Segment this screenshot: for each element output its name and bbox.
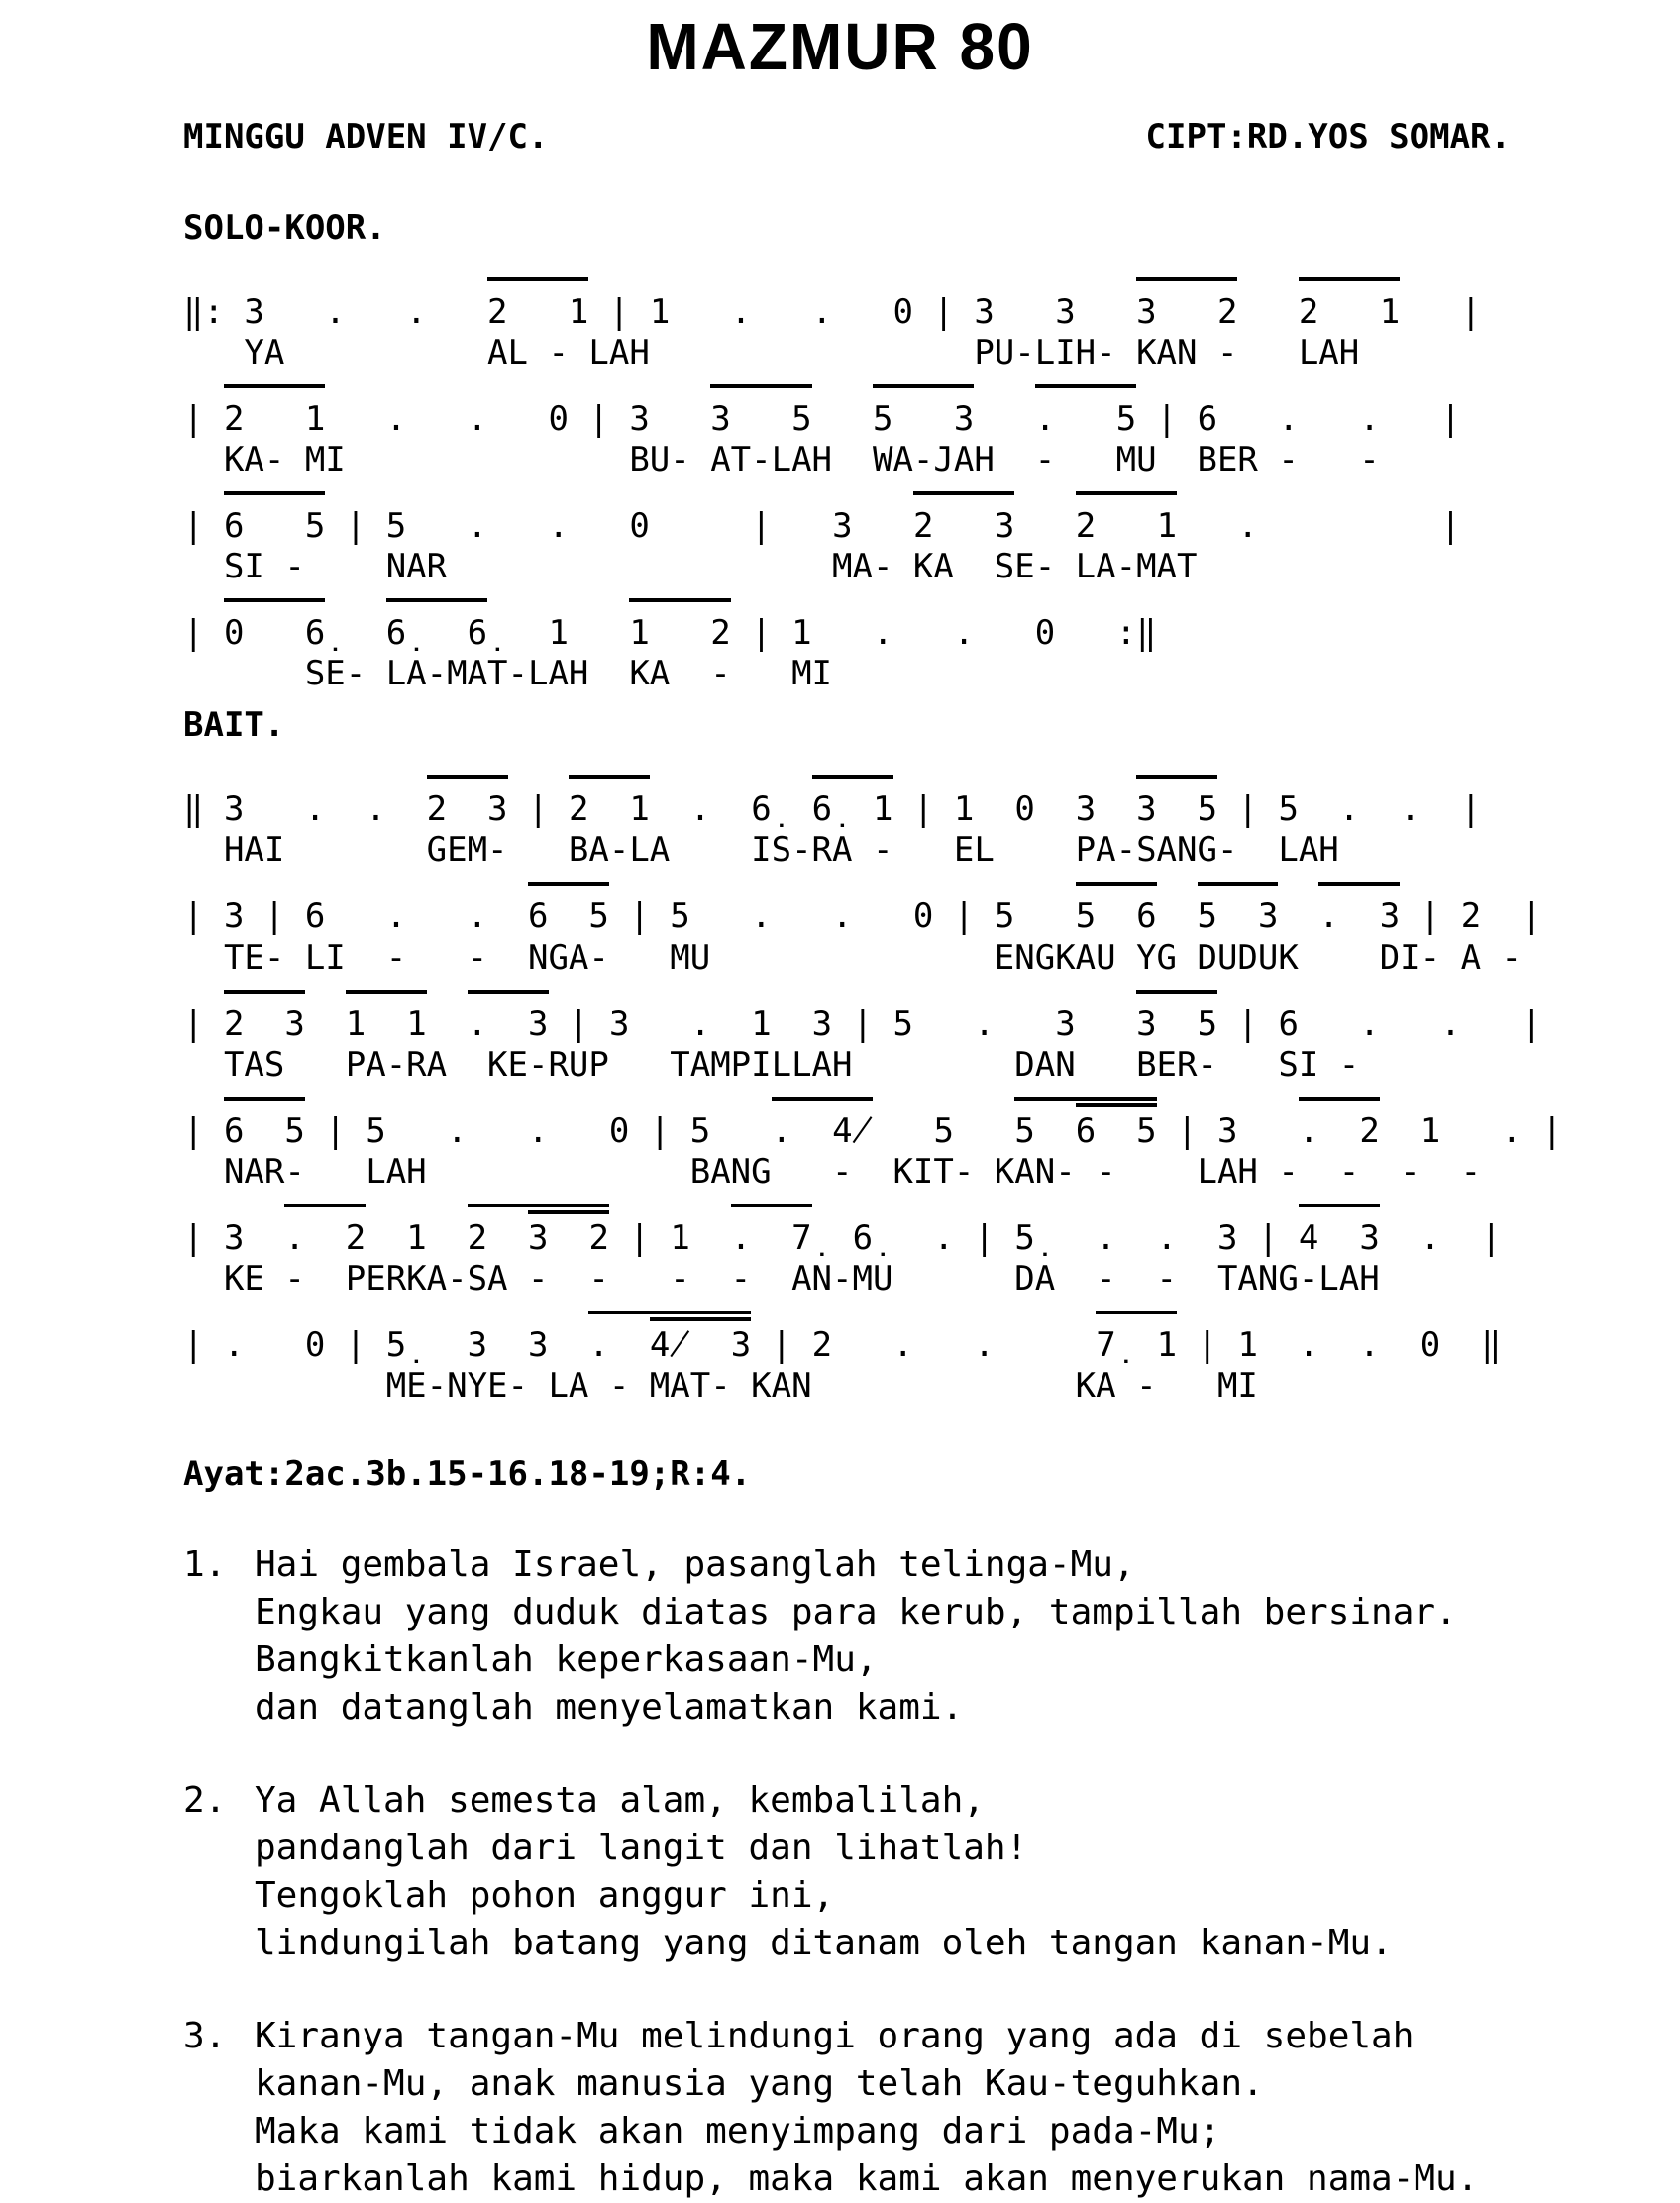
note-segment: . 2 — [284, 1204, 366, 1258]
note-segment: . | — [1379, 1217, 1502, 1258]
note-segment: 1 . | — [1379, 1110, 1563, 1151]
note-segment: | . 0 | 5̣ 3 3 — [183, 1324, 589, 1365]
verse-number: 1. — [183, 1543, 227, 1585]
note-segment: 1 — [366, 1217, 468, 1258]
note-segment: | 5 . . 0 | 5 — [304, 1110, 772, 1151]
verse-number: 3. — [183, 2015, 227, 2056]
note-segment: 1 1 — [346, 990, 427, 1044]
note-segment: 5 6 — [1076, 882, 1157, 936]
note-segment: | 1 . . 0 ‖ — [1177, 1324, 1502, 1365]
verse-line: Maka kami tidak akan menyimpang dari pada-Mu; — [255, 2110, 1221, 2151]
verse-line: Hai gembala Israel, pasanglah telinga-Mu, — [255, 1543, 1135, 1585]
section-label: SOLO-KOOR. — [183, 208, 386, 248]
music-line — [183, 1311, 1511, 1406]
note-segment — [974, 384, 1034, 439]
note-segment — [427, 990, 468, 1044]
header-right-label: CIPT:RD.YOS SOMAR. — [1145, 117, 1511, 157]
note-segment: | 1 . . 0 | 3 3 — [588, 292, 1137, 332]
notation-line — [183, 1097, 1563, 1151]
note-segment: | 6 . . | — [1136, 399, 1461, 440]
verse-line: Kiranya tangan-Mu melindungi orang yang ada di sebelah — [255, 2015, 1415, 2056]
note-segment: . 2 — [1299, 1097, 1380, 1151]
note-segment: . | — [1177, 506, 1461, 547]
sheet-content — [183, 117, 1563, 2203]
lyric-line: NAR- LAH BANG - KIT- KAN- - LAH - - - - — [183, 1151, 1482, 1192]
note-segment: ‖ 3 . . — [183, 789, 427, 830]
lyric-line: TE- LI - - NGA- MU ENGKAU YG DUDUK DI- A - — [183, 937, 1522, 978]
note-segment: 2 1 — [487, 277, 588, 332]
note-segment: | 3 — [183, 1217, 285, 1258]
note-segment: 6̣ 6̣ — [386, 598, 487, 653]
verse-line: Tengoklah pohon anggur ini, — [255, 1874, 835, 1916]
note-segment: 1 — [487, 613, 630, 654]
notation-line — [183, 384, 1511, 439]
note-segment: | — [183, 506, 224, 547]
note-segment: | 5 . . | — [1217, 789, 1482, 830]
note-segment — [873, 1097, 933, 1151]
music-line — [183, 277, 1511, 373]
music-line — [183, 882, 1542, 978]
music-sections — [183, 208, 1563, 1406]
notation-line — [183, 990, 1542, 1044]
header-left-label: MINGGU ADVEN IV/C. — [183, 117, 549, 157]
music-line — [183, 598, 1511, 694]
notation-line — [183, 775, 1511, 829]
note-segment — [1278, 882, 1318, 936]
note-segment: 3 5 — [710, 384, 811, 439]
note-segment: | 5 . . 0 | — [325, 506, 833, 547]
notation-line — [183, 491, 1511, 546]
page-title: MAZMUR 80 — [646, 9, 1034, 84]
note-segment — [325, 598, 385, 653]
music-line — [183, 1204, 1511, 1299]
note-segment: 1 2 — [629, 598, 730, 653]
note-segment: 5 3 — [873, 384, 974, 439]
note-segment — [812, 384, 873, 439]
verse-number: 2. — [183, 1779, 227, 1821]
header-row — [183, 117, 1511, 157]
note-segment: 3 — [832, 506, 913, 547]
notation-line — [183, 277, 1511, 332]
note-segment: 3 5 — [1136, 775, 1217, 829]
notation-line — [183, 598, 1511, 653]
note-segment: 2 1 — [1299, 277, 1400, 332]
lyric-line: SI - NAR MA- KA SE- LA-MAT — [183, 547, 1198, 587]
note-segment: 6 5 — [224, 491, 325, 546]
note-segment: 3 2 — [528, 1204, 609, 1258]
note-segment: | — [183, 399, 224, 440]
verse-line: dan datanglah menyelamatkan kami. — [255, 1686, 964, 1728]
lyric-line: KA- MI BU- AT-LAH WA-JAH - MU BER - - — [183, 440, 1380, 480]
note-segment — [1157, 882, 1198, 936]
section-label: BAIT. — [183, 705, 285, 746]
note-segment: . — [588, 1311, 649, 1365]
note-segment: . 3 — [468, 990, 549, 1044]
note-segment: 5 — [933, 1110, 1015, 1151]
note-segment: | — [507, 789, 569, 830]
note-segment: 2 1 — [224, 384, 325, 439]
verse-line: Ya Allah semesta alam, kembalilah, — [255, 1779, 985, 1821]
music-line — [183, 775, 1511, 871]
note-segment: | 6 . . | — [1217, 1003, 1542, 1044]
note-segment — [305, 990, 346, 1044]
note-segment: . — [467, 896, 528, 937]
note-segment: | 5 . . 0 | 5 — [608, 896, 1076, 937]
verse — [183, 1777, 1511, 1967]
verse-line: biarkanlah kami hidup, maka kami akan menyerukan nama-Mu. — [255, 2157, 1479, 2199]
note-segment: . — [649, 789, 752, 830]
note-segment: . 5 — [1035, 384, 1136, 439]
note-segment: 7̣ 1 — [1096, 1311, 1177, 1365]
note-segment: 5 3 — [1198, 882, 1279, 936]
note-segment: | 2 . . — [751, 1324, 1097, 1365]
note-segment: 6̣ — [751, 789, 812, 830]
ayat-heading: Ayat:2ac.3b.15-16.18-19;R:4. — [183, 1453, 752, 1494]
note-segment: 3 2 — [1136, 277, 1237, 332]
note-segment: 2 — [468, 1204, 528, 1258]
note-segment: 6̣ . | 5̣ . . 3 | — [811, 1217, 1299, 1258]
note-segment: | — [1400, 292, 1482, 332]
note-segment: 6 5 — [1076, 1097, 1157, 1151]
note-segment: 2 1 — [1076, 491, 1177, 546]
note-segment: 6̣ 1 — [812, 775, 893, 829]
note-segment — [1014, 491, 1075, 546]
note-segment: . 7̣ — [731, 1204, 812, 1258]
note-segment: ‖: 3 . . — [183, 292, 488, 332]
note-segment — [1237, 277, 1298, 332]
note-segment: . . 0 | 3 — [325, 399, 711, 440]
lyric-line: TAS PA-RA KE-RUP TAMPILLAH DAN BER- SI - — [183, 1044, 1360, 1085]
lyric-line: ME-NYE- LA - MAT- KAN KA - MI — [183, 1365, 1258, 1406]
note-segment: | — [183, 613, 224, 654]
lyric-line: YA AL - LAH PU-LIH- KAN - LAH — [183, 333, 1360, 373]
verse — [183, 2013, 1511, 2203]
note-segment: | 3 | 6 . — [183, 896, 468, 937]
notation-line — [183, 882, 1542, 937]
verse-line: lindungilah batang yang ditanam oleh tangan kanan-Mu. — [255, 1922, 1393, 1963]
verse-line: Bangkitkanlah keperkasaan-Mu, — [255, 1638, 878, 1680]
note-segment: 2 3 — [224, 990, 305, 1044]
lyric-line: HAI GEM- BA-LA IS-RA - EL PA-SANG- LAH — [183, 830, 1339, 871]
lyric-line: SE- LA-MAT-LAH KA - MI — [183, 654, 833, 694]
notation-line — [183, 1311, 1511, 1365]
note-segment: | 2 | — [1400, 896, 1542, 937]
note-segment: 4 3 — [1299, 1204, 1380, 1258]
verse-line: pandanglah dari langit dan lihatlah! — [255, 1827, 1028, 1868]
note-segment: . 3 — [1318, 882, 1400, 936]
notation-line — [183, 1204, 1511, 1258]
note-segment: | 3 . 1 3 | 5 . 3 — [548, 1003, 1137, 1044]
note-segment: 3 5 — [1136, 990, 1217, 1044]
note-segment: 0 6̣ — [224, 598, 325, 653]
note-segment: 4̸ 3 — [650, 1311, 751, 1365]
note-segment: | — [183, 1110, 224, 1151]
note-segment: | 1 . . 0 :‖ — [730, 613, 1157, 654]
verse — [183, 1541, 1511, 1731]
verse-line: kanan-Mu, anak manusia yang telah Kau-teguhkan. — [255, 2062, 1264, 2104]
verse-line: Engkau yang duduk diatas para kerub, tampillah bersinar. — [255, 1591, 1457, 1632]
note-segment: 6 5 — [528, 882, 609, 936]
note-segment: 2 1 — [569, 775, 650, 829]
lyric-line: KE - PERKA-SA - - - - AN-MU DA - - TANG-LAH — [183, 1258, 1380, 1299]
note-segment: 6 5 — [224, 1097, 305, 1151]
music-line — [183, 1097, 1563, 1192]
music-line — [183, 990, 1542, 1085]
verse-lines — [255, 2013, 1478, 2203]
music-line — [183, 491, 1511, 587]
music-line — [183, 384, 1511, 480]
note-segment: | — [183, 1003, 224, 1044]
note-segment: | 3 — [1156, 1110, 1299, 1151]
note-segment: . 4̸ — [772, 1097, 873, 1151]
note-segment: 2 3 — [427, 775, 508, 829]
note-segment: | 1 0 3 — [892, 789, 1137, 830]
verse-lines — [255, 1541, 1457, 1731]
verses — [183, 1541, 1511, 2203]
verse-lines — [255, 1777, 1393, 1967]
note-segment: 2 3 — [913, 491, 1014, 546]
note-segment: | 1 — [608, 1217, 731, 1258]
note-segment: 5 — [1014, 1097, 1075, 1151]
